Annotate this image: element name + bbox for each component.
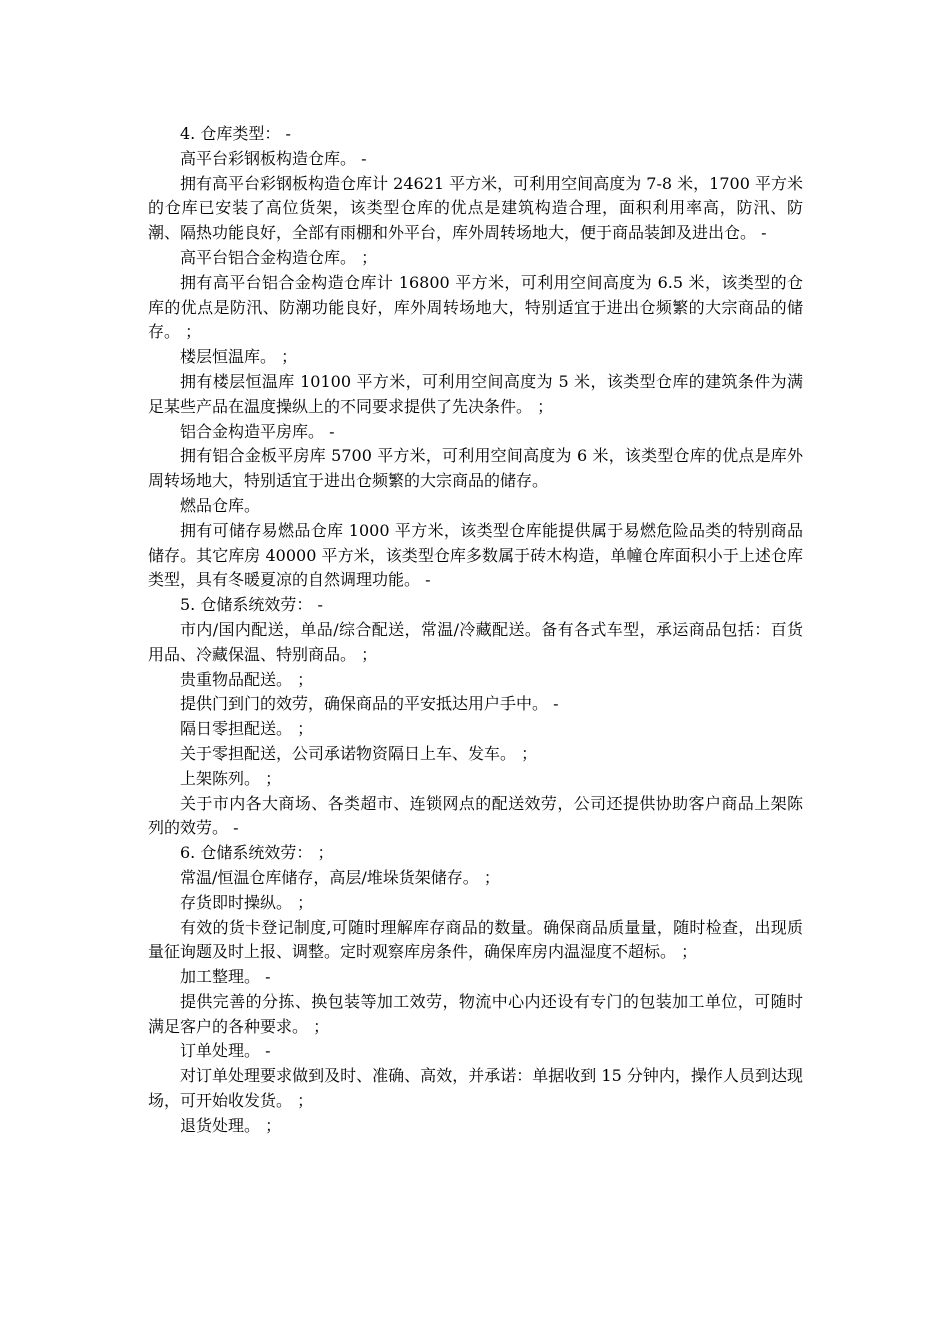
paragraph: 拥有楼层恒温库 10100 平方米，可利用空间高度为 5 米，该类型仓库的建筑条件为满足某些产品在温度操纵上的不同要求提供了先决条件。 ；: [148, 371, 803, 416]
item-title: 铝合金构造平房库。 -: [180, 421, 335, 441]
paragraph: 关于零担配送，公司承诺物资隔日上车、发车。 ；: [180, 743, 538, 763]
paragraph: 提供门到门的效劳，确保商品的平安抵达用户手中。 -: [180, 694, 559, 714]
paragraph: 拥有高平台彩钢板构造仓库计 24621 平方米，可利用空间高度为 7-8 米，1700 平方米的仓库已安装了高位货架，该类型仓库的优点是建筑构造合理，面积利用率高，防汛、防潮、隔热功能良好，全部有雨棚和外平台，库外周转场地大，便于商品装卸及进出仓。 -: [148, 173, 803, 243]
item-title: 加工整理。 -: [180, 967, 271, 987]
item-title: 高平台铝合金构造仓库。 ；: [180, 247, 378, 267]
item-title: 贵重物品配送。 ；: [180, 669, 314, 689]
paragraph: 拥有铝合金板平房库 5700 平方米，可利用空间高度为 6 米，该类型仓库的优点是库外周转场地大，特别适宜于进出仓频繁的大宗商品的储存。: [148, 446, 803, 491]
item-title: 存货即时操纵。 ；: [180, 892, 314, 912]
item-title: 订单处理。 -: [180, 1041, 271, 1061]
paragraph: 对订单处理要求做到及时、准确、高效，并承诺：单据收到 15 分钟内，操作人员到达现场，可开始收发货。 ；: [148, 1066, 803, 1111]
section-heading: 4. 仓库类型： -: [180, 124, 291, 143]
paragraph: 有效的货卡登记制度,可随时理解库存商品的数量。确保商品质量量，随时检查，出现质量征询题及时上报、调整。定时观察库房条件，确保库房内温湿度不超标。 ；: [148, 917, 803, 962]
document-body: [148, 122, 803, 1139]
paragraph: 拥有可储存易燃品仓库 1000 平方米，该类型仓库能提供属于易燃危险品类的特别商品储存。其它库房 40000 平方米，该类型仓库多数属于砖木构造，单幢仓库面积小于上述仓库类型，具有冬暖夏凉的自然调理功能。 -: [148, 520, 803, 590]
item-title: 高平台彩钢板构造仓库。 -: [180, 148, 367, 168]
section-heading: 6. 仓储系统效劳： ；: [180, 843, 334, 863]
paragraph: 拥有高平台铝合金构造仓库计 16800 平方米，可利用空间高度为 6.5 米，该类型的仓库的优点是防汛、防潮功能良好，库外周转场地大，特别适宜于进出仓频繁的大宗商品的储存。 ；: [148, 272, 803, 342]
item-title: 隔日零担配送。 ；: [180, 719, 314, 739]
paragraph: 提供完善的分拣、换包装等加工效劳，物流中心内还设有专门的包装加工单位，可随时满足客户的各种要求。 ；: [148, 991, 803, 1036]
item-title: 燃品仓库。: [180, 495, 261, 515]
item-title: 楼层恒温库。 ；: [180, 347, 298, 367]
section-heading: 5. 仓储系统效劳： -: [180, 595, 323, 615]
item-title: 上架陈列。 ；: [180, 768, 282, 788]
item-title: 退货处理。 ；: [180, 1115, 282, 1135]
paragraph: 关于市内各大商场、各类超市、连锁网点的配送效劳，公司还提供协助客户商品上架陈列的效劳。 -: [148, 793, 803, 838]
paragraph: 市内/国内配送，单品/综合配送，常温/冷藏配送。备有各式车型，承运商品包括：百货用品、冷藏保温、特别商品。 ；: [148, 619, 803, 664]
paragraph: 常温/恒温仓库储存，高层/堆垛货架储存。 ；: [180, 867, 500, 887]
